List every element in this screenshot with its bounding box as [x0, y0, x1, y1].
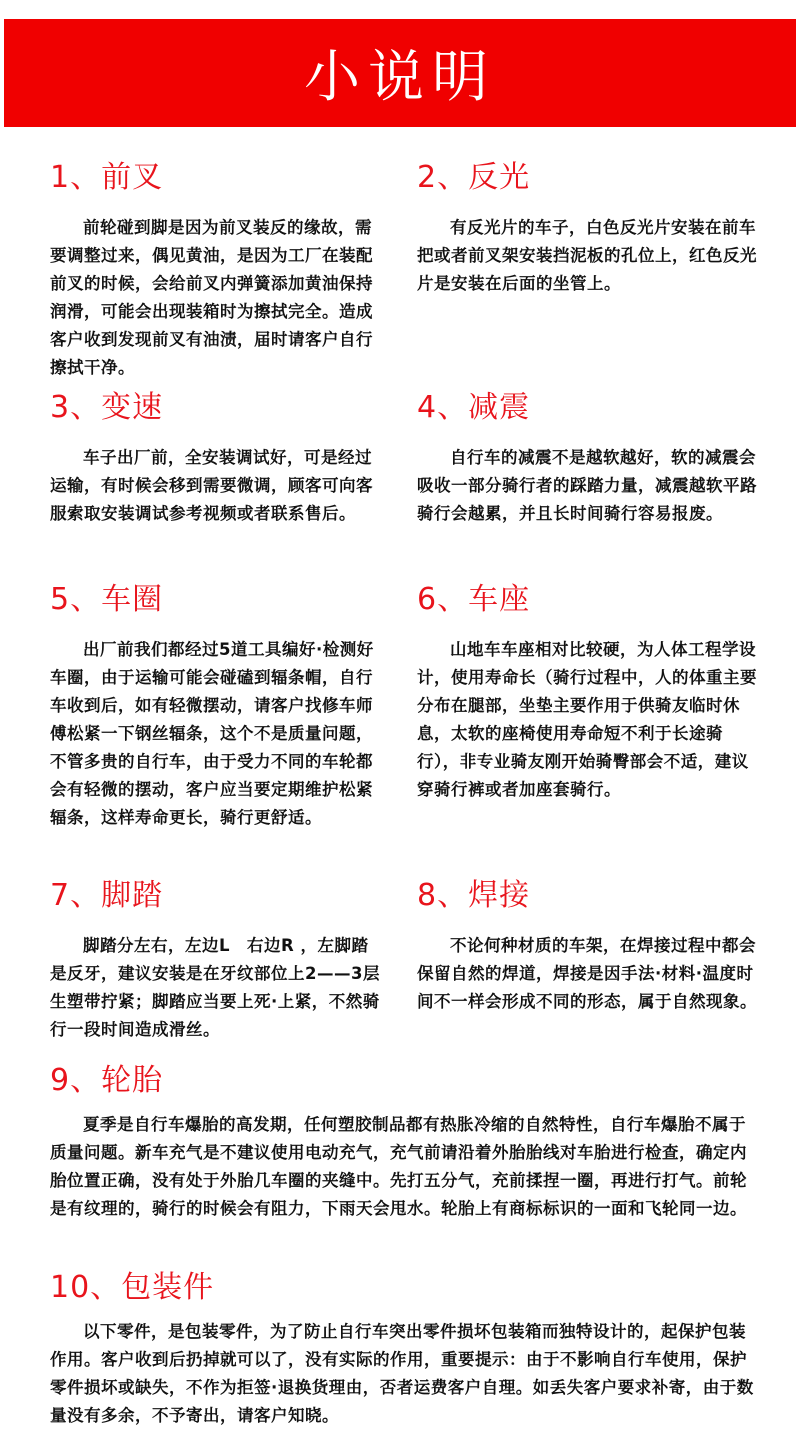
- section-packaging: [50, 1270, 758, 1430]
- section-text: 自行车的减震不是越软越好，软的减震会吸收一部分骑行者的踩踏力量，减震越软平路骑行会越累，并且长时间骑行容易报废。: [417, 448, 757, 523]
- section-heading: 6、车座: [417, 582, 531, 617]
- section-pedal: [50, 878, 385, 1044]
- section-reflector: [417, 160, 757, 298]
- section-fork: [50, 160, 385, 382]
- section-tire: [50, 1063, 758, 1223]
- section-heading: 1、前叉: [50, 160, 164, 195]
- page-title: 小说明: [304, 45, 496, 110]
- section-heading: 8、焊接: [417, 878, 531, 913]
- section-text: 脚踏分左右，左边L 右边R ，左脚踏是反牙，建议安装是在牙纹部位上2——3层生塑带拧紧；脚踏应当要上死·上紧，不然骑行一段时间造成滑丝。: [50, 936, 380, 1039]
- section-saddle: [417, 582, 757, 804]
- section-welding: [417, 878, 757, 1016]
- section-heading: 10、包装件: [50, 1270, 215, 1305]
- section-heading: 9、轮胎: [50, 1063, 164, 1098]
- section-suspension: [417, 390, 757, 528]
- section-shifting: [50, 390, 385, 528]
- section-text: 以下零件，是包装零件，为了防止自行车突出零件损坏包装箱而独特设计的，起保护包装作用。客户收到后扔掉就可以了，没有实际的作用，重要提示：由于不影响自行车使用，保护零件损坏或缺失，不作为拒签·退换货理由，否者运费客户自理。如丢失客户要求补寄，由于数量没有多余，不予寄出，请客户知晓。: [50, 1322, 754, 1425]
- section-text: 出厂前我们都经过5道工具编好·检测好车圈，由于运输可能会碰磕到辐条帽，自行车收到后，如有轻微摆动，请客户找修车师傅松紧一下钢丝辐条，这个不是质量问题，不管多贵的自行车，由于受力不同的车轮都会有轻微的摆动，客户应当要定期维护松紧辐条，这样寿命更长，骑行更舒适。: [50, 640, 374, 827]
- section-heading: 4、减震: [417, 390, 531, 425]
- section-text: 不论何种材质的车架，在焊接过程中都会保留自然的焊道，焊接是因手法·材料·温度时间不一样会形成不同的形态，属于自然现象。: [417, 936, 757, 1011]
- title-banner: [4, 19, 796, 127]
- section-text: 山地车车座相对比较硬，为人体工程学设计，使用寿命长（骑行过程中，人的体重主要分布在腿部，坐垫主要作用于供骑友临时休息，太软的座椅使用寿命短不利于长途骑行），非专业骑友刚开始骑臀部会不适，建议穿骑行裤或者加座套骑行。: [417, 640, 757, 799]
- section-text: 车子出厂前，全安装调试好，可是经过运输，有时候会移到需要微调，顾客可向客服索取安装调试参考视频或者联系售后。: [50, 448, 373, 523]
- section-heading: 7、脚踏: [50, 878, 164, 913]
- section-heading: 5、车圈: [50, 582, 164, 617]
- section-text: 前轮碰到脚是因为前叉装反的缘故，需要调整过来，偶见黄油，是因为工厂在装配前叉的时候，会给前叉内弹簧添加黄油保持润滑，可能会出现装箱时为擦拭完全。造成客户收到发现前叉有油渍，届时请客户自行擦拭干净。: [50, 218, 373, 377]
- section-rim: [50, 582, 385, 832]
- section-text: 有反光片的车子，白色反光片安装在前车把或者前叉架安装挡泥板的孔位上，红色反光片是安装在后面的坐管上。: [417, 218, 757, 293]
- section-heading: 2、反光: [417, 160, 531, 195]
- section-heading: 3、变速: [50, 390, 164, 425]
- section-text: 夏季是自行车爆胎的高发期，任何塑胶制品都有热胀冷缩的自然特性，自行车爆胎不属于质量问题。新车充气是不建议使用电动充气，充气前请沿着外胎胎线对车胎进行检查，确定内胎位置正确，没有处于外胎几车圈的夹缝中。先打五分气，充前揉捏一圈，再进行打气。前轮是有纹理的，骑行的时候会有阻力，下雨天会甩水。轮胎上有商标标识的一面和飞轮同一边。: [50, 1115, 747, 1218]
